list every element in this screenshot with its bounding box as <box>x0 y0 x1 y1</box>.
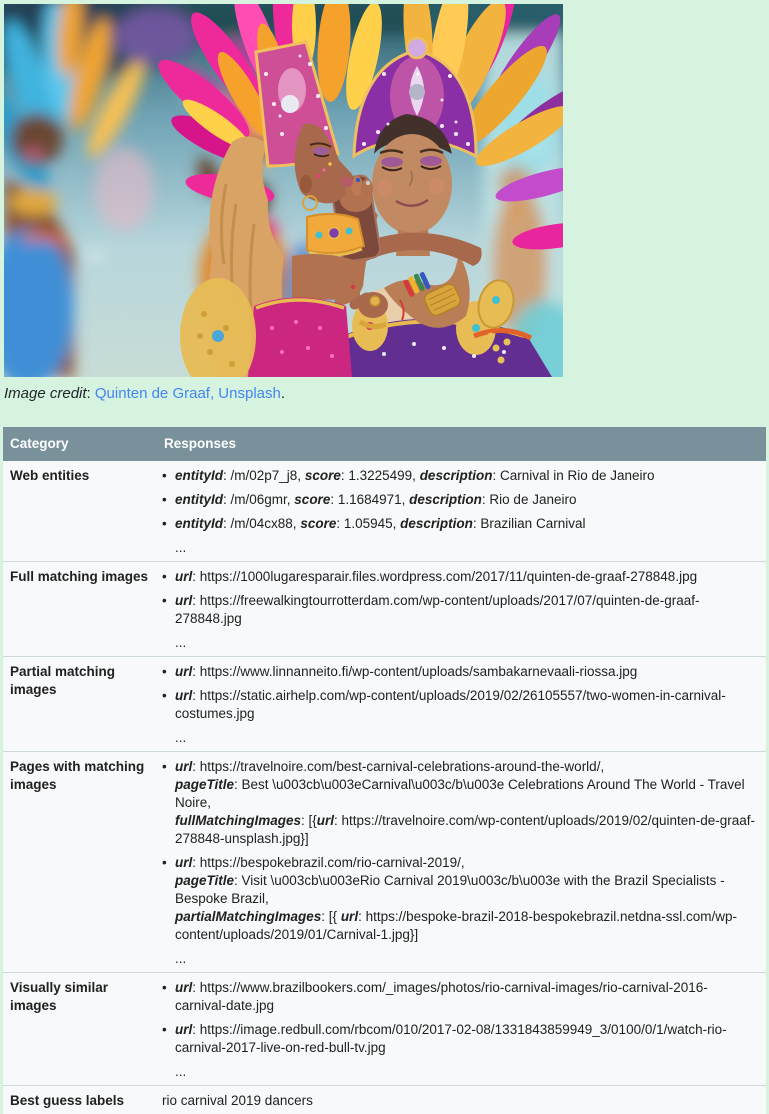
field-key: url <box>175 664 192 679</box>
ellipsis: ... <box>157 634 756 652</box>
response-item <box>162 568 756 586</box>
response-item <box>162 491 756 509</box>
response-item <box>162 467 756 485</box>
field-value: : /m/02p7_j8, <box>223 468 305 483</box>
responses-cell <box>157 752 766 973</box>
response-item <box>162 592 756 628</box>
responses-cell <box>157 562 766 657</box>
category-cell: Web entities <box>3 461 157 562</box>
field-key: pageTitle <box>175 873 234 888</box>
field-value: : https://static.airhelp.com/wp-content/uploads/2019/02/26105557/two-women-in-carnival-costumes.jpg <box>175 688 726 721</box>
carnival-photo <box>4 4 563 377</box>
ellipsis: ... <box>157 539 756 557</box>
category-cell: Full matching images <box>3 562 157 657</box>
responses-column-header: Responses <box>157 427 766 461</box>
field-value: : https://bespoke-brazil-2018-bespokebrazil.netdna-ssl.com/wp-content/uploads/2019/01/Carnival-1.jpg}] <box>175 909 737 942</box>
field-key: partialMatchingImages <box>175 909 321 924</box>
field-value: : https://bespokebrazil.com/rio-carnival-2019/, <box>192 855 464 870</box>
response-line <box>175 812 756 848</box>
ellipsis: ... <box>157 1063 756 1081</box>
field-value: : 1.1684971, <box>330 492 409 507</box>
field-value: : 1.05945, <box>336 516 400 531</box>
responses-cell <box>157 461 766 562</box>
category-column-header: Category <box>3 427 157 461</box>
field-value: : https://www.linnanneito.fi/wp-content/uploads/sambakarnevaali-riossa.jpg <box>192 664 637 679</box>
response-item <box>162 515 756 533</box>
image-credit-separator: : <box>87 385 95 402</box>
field-key: description <box>420 468 493 483</box>
response-line <box>175 491 756 509</box>
field-value: : /m/06gmr, <box>223 492 294 507</box>
response-line <box>175 908 756 944</box>
field-key: url <box>175 980 192 995</box>
response-list <box>157 979 756 1057</box>
response-line <box>175 872 756 908</box>
field-key: url <box>175 688 192 703</box>
field-key: url <box>175 569 192 584</box>
field-value: : Brazilian Carnival <box>473 516 586 531</box>
field-value: : Rio de Janeiro <box>482 492 577 507</box>
responses-value: rio carnival 2019 dancers <box>157 1086 766 1114</box>
field-key: score <box>294 492 330 507</box>
table-row <box>3 973 766 1086</box>
response-item <box>162 979 756 1015</box>
response-line <box>175 758 756 776</box>
field-key: entityId <box>175 516 223 531</box>
carnival-photo-illustration <box>4 4 563 377</box>
field-value: : [{ <box>301 813 317 828</box>
table-row <box>3 752 766 973</box>
response-line <box>175 776 756 812</box>
table-row <box>3 657 766 752</box>
field-key: url <box>341 909 358 924</box>
field-value: : Visit \u003cb\u003eRio Carnival 2019\u003c/b\u003e with the Brazil Specialists - Bespoke Brazil, <box>175 873 725 906</box>
image-credit-suffix: . <box>281 385 285 402</box>
field-key: url <box>175 1022 192 1037</box>
table-row <box>3 1086 766 1114</box>
ellipsis: ... <box>157 950 756 968</box>
credit-link[interactable]: Quinten de Graaf, Unsplash <box>95 385 281 402</box>
field-key: pageTitle <box>175 777 234 792</box>
ellipsis: ... <box>157 729 756 747</box>
category-cell: Best guess labels <box>3 1086 157 1114</box>
response-line <box>175 663 756 681</box>
field-key: description <box>409 492 482 507</box>
image-credit <box>4 384 285 404</box>
response-line <box>175 568 756 586</box>
response-item <box>162 663 756 681</box>
field-key: score <box>300 516 336 531</box>
category-cell: Partial matching images <box>3 657 157 752</box>
response-line <box>175 1021 756 1057</box>
field-key: fullMatchingImages <box>175 813 301 828</box>
responses-cell <box>157 973 766 1086</box>
field-key: url <box>175 855 192 870</box>
field-key: url <box>175 593 192 608</box>
response-list <box>157 663 756 723</box>
response-line <box>175 515 756 533</box>
field-key: entityId <box>175 468 223 483</box>
category-cell: Pages with matching images <box>3 752 157 973</box>
field-value: : https://freewalkingtourrotterdam.com/wp-content/uploads/2017/07/quinten-de-graaf-278848.jpg <box>175 593 700 626</box>
field-value: : [{ <box>321 909 341 924</box>
response-list <box>157 568 756 628</box>
table-header-row <box>3 427 766 461</box>
response-line <box>175 854 756 872</box>
response-list <box>157 758 756 944</box>
field-key: url <box>175 759 192 774</box>
response-line <box>175 687 756 723</box>
field-value: : /m/04cx88, <box>223 516 300 531</box>
response-item <box>162 687 756 723</box>
field-key: entityId <box>175 492 223 507</box>
field-value: : https://www.brazilbookers.com/_images/photos/rio-carnival-images/rio-carnival-2016-carnival-date.jpg <box>175 980 708 1013</box>
field-key: score <box>305 468 341 483</box>
image-credit-label: Image credit <box>4 385 87 402</box>
response-list <box>157 467 756 533</box>
responses-cell <box>157 657 766 752</box>
field-value: : 1.3225499, <box>341 468 420 483</box>
category-cell: Visually similar images <box>3 973 157 1086</box>
response-line <box>175 467 756 485</box>
field-value: : https://travelnoire.com/best-carnival-celebrations-around-the-world/, <box>192 759 604 774</box>
response-item <box>162 1021 756 1057</box>
response-line <box>175 979 756 1015</box>
vision-api-results-table <box>3 427 766 1114</box>
response-line <box>175 592 756 628</box>
field-value: : Carnival in Rio de Janeiro <box>492 468 654 483</box>
field-key: url <box>317 813 334 828</box>
table-row <box>3 461 766 562</box>
field-value: : Best \u003cb\u003eCarnival\u003c/b\u003e Celebrations Around The World - Travel Noire, <box>175 777 745 810</box>
table-row <box>3 562 766 657</box>
field-value: : https://1000lugaresparair.files.wordpress.com/2017/11/quinten-de-graaf-278848.jpg <box>192 569 697 584</box>
response-item <box>162 854 756 944</box>
field-key: description <box>400 516 473 531</box>
response-item <box>162 758 756 848</box>
field-value: : https://travelnoire.com/wp-content/uploads/2019/02/quinten-de-graaf-278848-unsplash.jpg}] <box>175 813 755 846</box>
results-table-body <box>3 461 766 1114</box>
field-value: : https://image.redbull.com/rbcom/010/2017-02-08/1331843859949_3/0100/0/1/watch-rio-carnival-2017-live-on-red-bull-tv.jpg <box>175 1022 727 1055</box>
